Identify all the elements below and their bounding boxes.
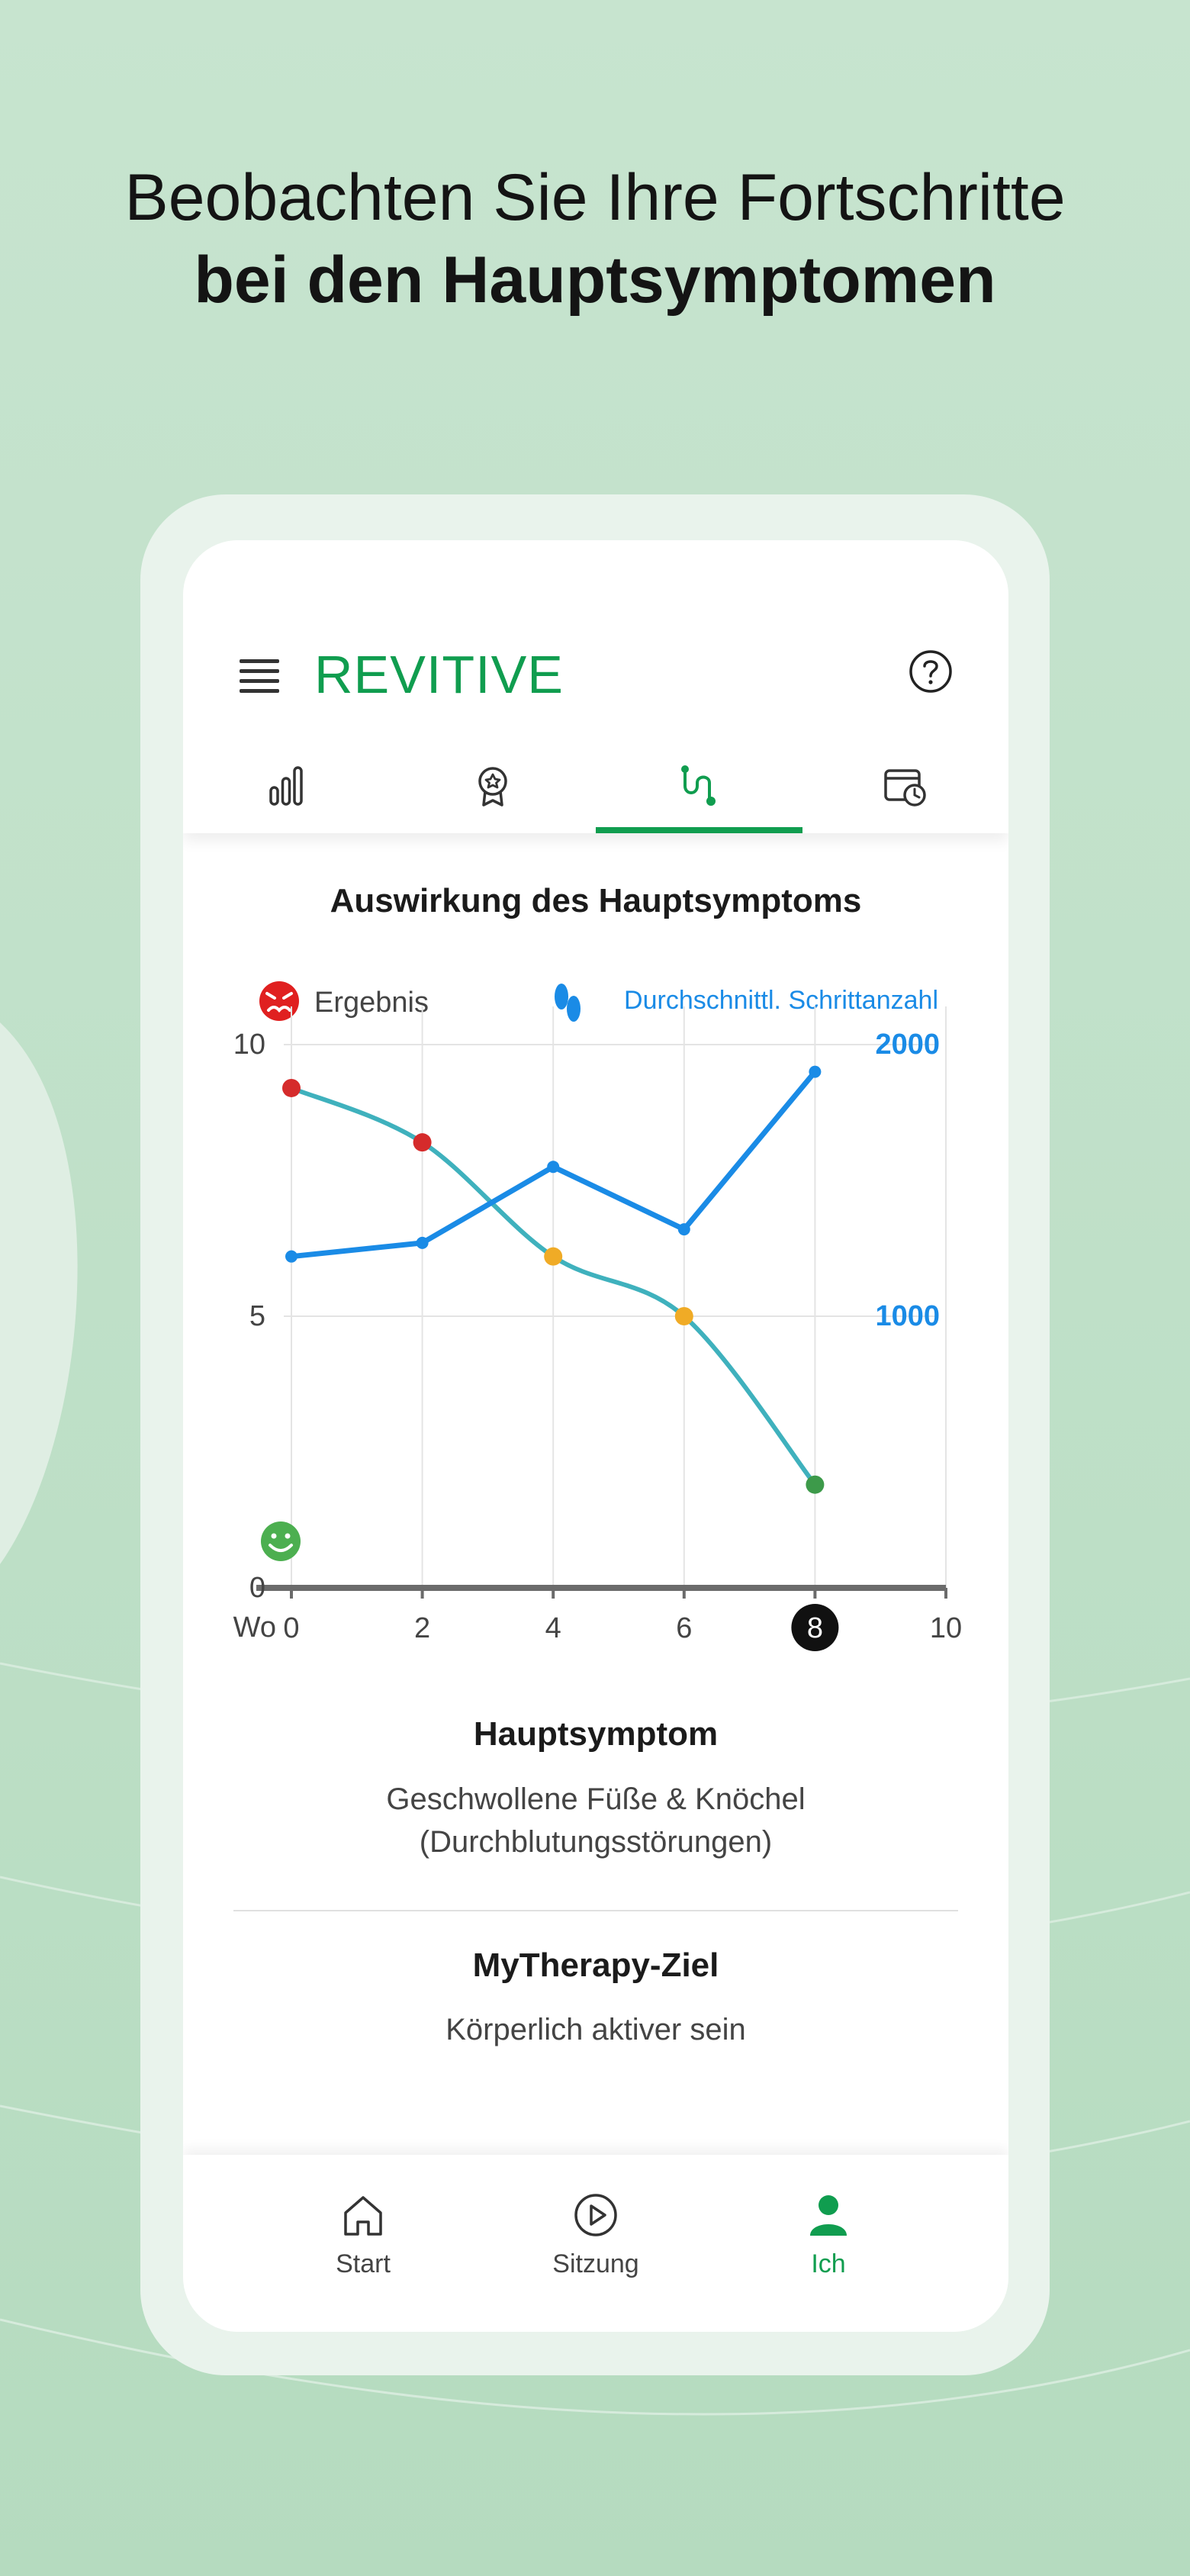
- nav-session-label: Sitzung: [552, 2249, 639, 2278]
- score-point-2: [544, 1248, 562, 1266]
- main-symptom-text-2: (Durchblutungsstörungen): [419, 1825, 773, 1859]
- app-header: [183, 540, 1008, 833]
- sad-face-icon: [259, 981, 299, 1021]
- happy-face-icon: [261, 1521, 301, 1561]
- score-point-3: [675, 1307, 693, 1325]
- tab-bar: [183, 739, 1008, 833]
- steps-point-4: [809, 1066, 821, 1078]
- nav-start-label: Start: [336, 2249, 391, 2278]
- award-icon: [470, 763, 516, 809]
- progress-path-icon: [676, 763, 722, 809]
- score-point-4: [806, 1476, 824, 1494]
- nav-session[interactable]: [519, 2190, 672, 2279]
- nav-start[interactable]: [287, 2190, 439, 2279]
- x-tick-label-selected: 8: [806, 1612, 823, 1644]
- tab-progress[interactable]: [596, 739, 802, 833]
- calendar-clock-icon: [883, 763, 928, 809]
- x-axis-prefix: Wo: [233, 1612, 276, 1644]
- nav-me-label: Ich: [811, 2249, 846, 2278]
- play-icon: [571, 2190, 621, 2240]
- steps-point-2: [547, 1161, 559, 1173]
- right-tick-2000: 2000: [875, 1029, 940, 1061]
- home-icon: [338, 2190, 388, 2240]
- steps-point-0: [285, 1251, 298, 1263]
- left-tick-0: 0: [249, 1572, 265, 1604]
- tab-statistics[interactable]: [183, 739, 390, 833]
- main-symptom-text-1: Geschwollene Füße & Knöchel: [386, 1782, 806, 1816]
- therapy-goal-text: Körperlich aktiver sein: [445, 2013, 746, 2046]
- help-icon[interactable]: [908, 649, 954, 694]
- footsteps-icon: [555, 984, 581, 1022]
- bottom-navigation: [183, 2155, 1008, 2332]
- right-tick-1000: 1000: [875, 1300, 940, 1332]
- x-tick-label-6: 6: [676, 1612, 693, 1644]
- x-axis-ticks: [283, 1604, 962, 1651]
- chart-grid: [256, 1006, 946, 1599]
- legend-steps: Durchschnittl. Schrittanzahl: [624, 986, 938, 1015]
- chart-title: Auswirkung des Hauptsymptoms: [330, 882, 862, 919]
- therapy-goal-title: MyTherapy-Ziel: [472, 1946, 719, 1984]
- phone-frame: [140, 494, 1050, 2375]
- x-tick-label-10: 10: [929, 1612, 963, 1644]
- x-tick-label-2: 2: [414, 1612, 431, 1644]
- tab-history[interactable]: [802, 739, 1009, 833]
- app-screen: [183, 540, 1008, 2332]
- headline: [0, 156, 1190, 321]
- steps-point-1: [416, 1237, 429, 1249]
- menu-icon[interactable]: [236, 655, 282, 697]
- steps-point-3: [678, 1223, 690, 1235]
- x-tick-label-4: 4: [545, 1612, 561, 1644]
- brand-logo: REVITIVE: [314, 645, 564, 704]
- bar-chart-icon: [263, 763, 309, 809]
- nav-me[interactable]: [752, 2190, 905, 2279]
- headline-line-2: bei den Hauptsymptomen: [194, 243, 996, 317]
- legend-score: Ergebnis: [314, 987, 429, 1019]
- left-tick-5: 5: [249, 1300, 265, 1332]
- profile-icon: [803, 2190, 854, 2240]
- headline-line-1: Beobachten Sie Ihre Fortschritte: [124, 161, 1066, 234]
- x-tick-label-0: 0: [283, 1612, 300, 1644]
- score-point-1: [413, 1133, 432, 1151]
- main-symptom-title: Hauptsymptom: [473, 1715, 719, 1753]
- tab-achievements[interactable]: [390, 739, 597, 833]
- score-point-0: [282, 1079, 301, 1097]
- section-divider: [233, 1910, 958, 1911]
- left-tick-10: 10: [233, 1029, 265, 1061]
